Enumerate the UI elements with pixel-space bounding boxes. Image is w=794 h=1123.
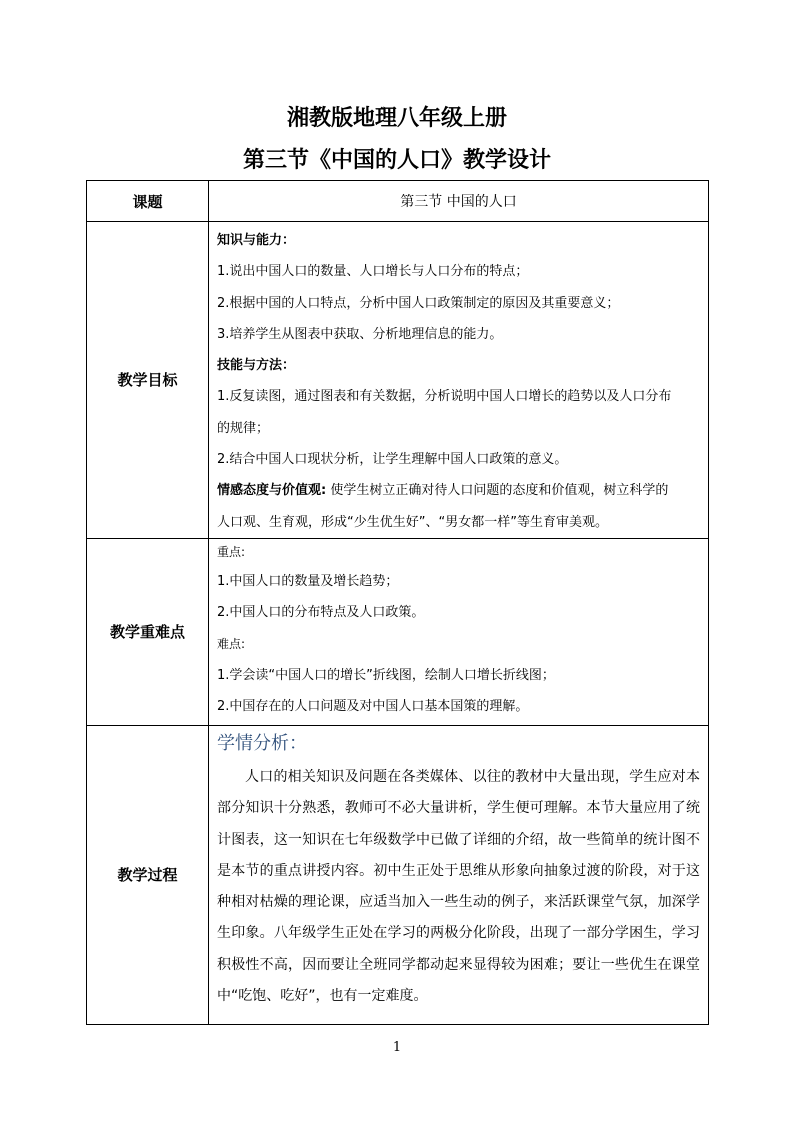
skills-item: 2.结合中国人口现状分析，让学生理解中国人口政策的意义。 bbox=[217, 452, 568, 468]
skills-heading: 技能与方法： bbox=[217, 358, 296, 374]
learner-analysis-paragraph: 人口的相关知识及问题在各类媒体、以往的教材中大量出现，学生应对本部分知识十分熟悉，教师可不必大量讲析，学生便可理解。本节大量应用了统计图表，这一知识在七年级数学中已做了详细的介绍，故一些简单的统计图不是本节的重点讲授内容。初中生正处于思维从形象向抽象过渡的阶段，对于这种相对枯燥的理论课，应适当加入一些生动的例子，来活跃课堂气氛，加深学生印象。八年级学生正处在学习的两极分化阶段，出现了一部分学困生，学习积极性不高，因而要让全班同学都动起来显得较为困难；要让一些优生在课堂中“吃饱、吃好”，也有一定难度。 bbox=[217, 768, 700, 1005]
table-row-goals bbox=[87, 222, 709, 539]
goals-content bbox=[209, 222, 709, 539]
document-subtitle: 第三节《中国的人口》教学设计 bbox=[242, 147, 551, 173]
learner-analysis-heading: 学情分析： bbox=[217, 732, 307, 754]
emotion-text: 使学生树立正确对待人口问题的态度和价值观，树立科学的 bbox=[326, 483, 669, 499]
key-item: 1.中国人口的数量及增长趋势； bbox=[217, 573, 399, 589]
emotion-line bbox=[217, 475, 700, 506]
skills-item: 1.反复读图，通过图表和有关数据，分析说明中国人口增长的趋势以及人口分布 bbox=[217, 389, 672, 405]
key-item: 2.中国人口的分布特点及人口政策。 bbox=[217, 605, 425, 621]
topic-value: 第三节 中国的人口 bbox=[209, 181, 709, 222]
topic-label: 课题 bbox=[87, 181, 209, 222]
knowledge-item: 3.培养学生从图表中获取、分析地理信息的能力。 bbox=[217, 326, 503, 342]
process-label: 教学过程 bbox=[87, 725, 209, 1024]
knowledge-heading: 知识与能力： bbox=[217, 233, 296, 248]
lesson-plan-table bbox=[86, 180, 709, 1025]
key-heading: 重点: bbox=[217, 544, 246, 559]
key-points-label: 教学重难点 bbox=[87, 538, 209, 725]
difficulty-item: 2.中国存在的人口问题及对中国人口基本国策的理解。 bbox=[217, 699, 529, 715]
knowledge-item: 1.说出中国人口的数量、人口增长与人口分布的特点； bbox=[217, 264, 529, 280]
table-row-process bbox=[87, 725, 709, 1024]
process-content bbox=[209, 725, 709, 1024]
difficulty-heading: 难点: bbox=[217, 636, 246, 651]
difficulty-item: 1.学会读“中国人口的增长”折线图，绘制人口增长折线图； bbox=[217, 667, 555, 683]
key-points-content bbox=[209, 538, 709, 725]
skills-item-continued: 的规律； bbox=[217, 420, 270, 436]
table-row-topic bbox=[87, 181, 709, 222]
document-title: 湘教版地理八年级上册 bbox=[286, 105, 507, 131]
table-row-key-points bbox=[87, 538, 709, 725]
emotion-text-continued: 人口观、生育观，形成“少生优生好”、“男女都一样”等生育审美观。 bbox=[217, 514, 608, 530]
knowledge-item: 2.根据中国的人口特点，分析中国人口政策制定的原因及其重要意义； bbox=[217, 295, 620, 311]
emotion-heading: 情感态度与价值观: bbox=[217, 483, 327, 499]
page-number: 1 bbox=[392, 1040, 402, 1055]
goals-label: 教学目标 bbox=[87, 222, 209, 539]
